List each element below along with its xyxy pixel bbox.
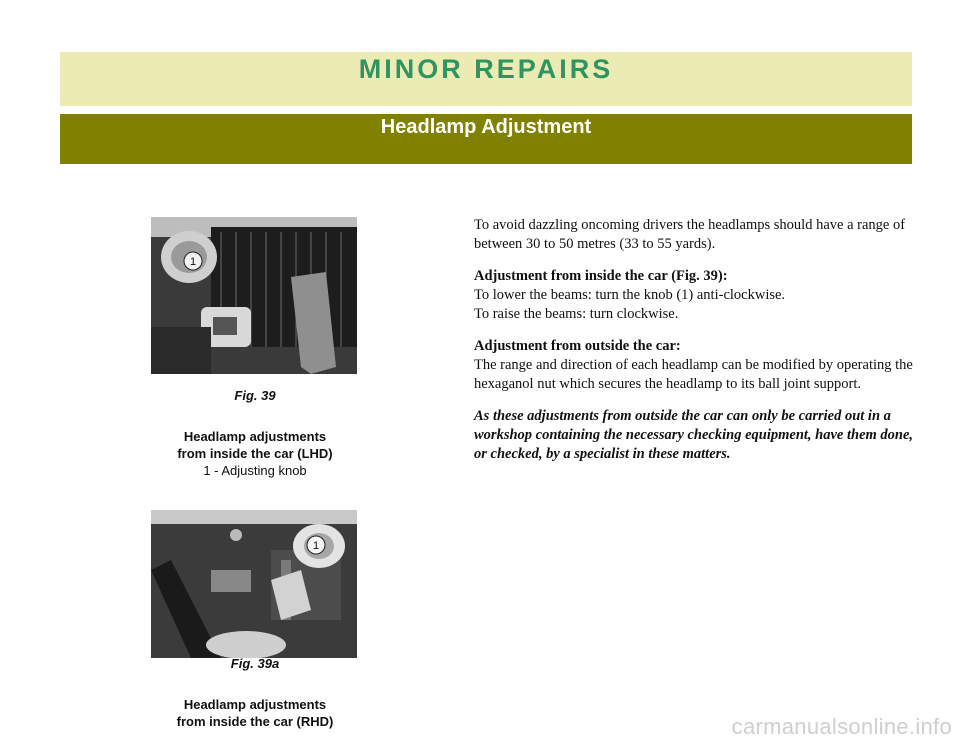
figure-39-caption-line1: Headlamp adjustments	[183, 429, 327, 444]
figure-39-caption-line3: 1 - Adjusting knob	[203, 463, 307, 478]
outside-adjustment-heading: Adjustment from outside the car:	[474, 338, 681, 354]
figure-39a-caption	[105, 696, 405, 730]
figure-39a-caption-line2: from inside the car (RHD)	[176, 714, 334, 729]
inside-adjustment-lower: To lower the beams: turn the knob (1) anti-clockwise.	[474, 287, 786, 303]
figure-39-photo	[151, 217, 357, 374]
figure-39-caption-line2: from inside the car (LHD)	[177, 446, 333, 461]
inside-adjustment-heading: Adjustment from inside the car (Fig. 39):	[474, 268, 728, 284]
section-title: Headlamp Adjustment	[380, 116, 592, 138]
body-text	[474, 216, 914, 477]
figure-39a-label: Fig. 39a	[230, 656, 280, 671]
figure-39-caption	[105, 428, 405, 479]
intro-paragraph: To avoid dazzling oncoming drivers the headlamps should have a range of between 30 to 50 metres (33 to 55 yards).	[474, 217, 906, 252]
outside-adjustment-section	[474, 337, 914, 394]
inside-adjustment-section	[474, 267, 914, 324]
workshop-warning: As these adjustments from outside the car can only be carried out in a workshop containing the necessary checking equipment, have them done, or checked, by a specialist in these matters.	[474, 408, 914, 462]
page-title: MINOR REPAIRS	[358, 54, 614, 84]
inside-adjustment-raise: To raise the beams: turn clockwise.	[474, 306, 679, 322]
figure-39-label: Fig. 39	[234, 388, 276, 403]
outside-adjustment-text: The range and direction of each headlamp can be modified by operating the hexaganol nut which secures the headlamp to its ball joint support.	[474, 357, 913, 392]
figure-39a-callout: 1	[312, 540, 320, 552]
subtitle-band	[60, 114, 912, 164]
figure-39a-photo	[151, 510, 357, 658]
title-band	[60, 52, 912, 106]
watermark: carmanualsonline.info	[731, 714, 952, 739]
figure-39-callout: 1	[189, 256, 197, 268]
figure-39a-caption-line1: Headlamp adjustments	[183, 697, 327, 712]
